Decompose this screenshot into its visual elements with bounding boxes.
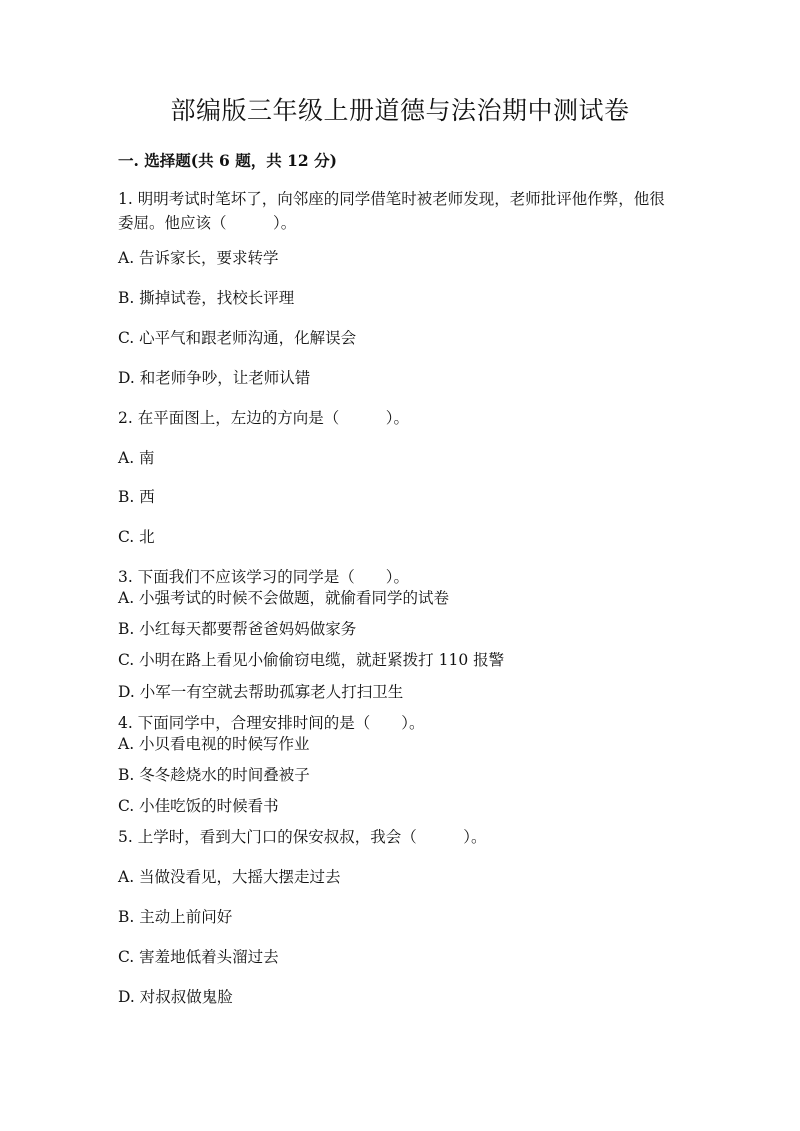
question-4-option-c: C. 小佳吃饭的时候看书 <box>118 797 279 815</box>
question-2-option-a: A. 南 <box>118 449 155 467</box>
question-3-option-d: D. 小军一有空就去帮助孤寡老人打扫卫生 <box>118 683 404 701</box>
question-5-option-d: D. 对叔叔做鬼脸 <box>118 988 233 1006</box>
question-5-stem: 5. 上学时，看到大门口的保安叔叔，我会（ ）。 <box>118 828 487 846</box>
question-4-option-a: A. 小贝看电视的时候写作业 <box>118 735 310 753</box>
question-4-option-b: B. 冬冬趁烧水的时间叠被子 <box>118 766 310 784</box>
question-1-option-a: A. 告诉家长，要求转学 <box>118 249 279 267</box>
page-title: 部编版三年级上册道德与法治期中测试卷 <box>170 96 630 125</box>
question-5-option-b: B. 主动上前问好 <box>118 908 233 926</box>
question-1-option-d: D. 和老师争吵，让老师认错 <box>118 369 311 387</box>
question-3-stem: 3. 下面我们不应该学习的同学是（ ）。 <box>118 568 409 586</box>
question-3-option-a: A. 小强考试的时候不会做题，就偷看同学的试卷 <box>118 589 450 607</box>
question-3-option-b: B. 小红每天都要帮爸爸妈妈做家务 <box>118 620 357 638</box>
question-5-option-a: A. 当做没看见，大摇大摆走过去 <box>118 868 341 886</box>
question-1-option-c: C. 心平气和跟老师沟通，化解误会 <box>118 329 357 347</box>
question-1-option-b: B. 撕掉试卷，找校长评理 <box>118 289 295 307</box>
question-1-stem: 1. 明明考试时笔坏了，向邻座的同学借笔时被老师发现，老师批评他作弊，他很委屈。他应该（ ）。 <box>118 190 665 232</box>
question-3-option-c: C. 小明在路上看见小偷偷窃电缆，就赶紧拨打 110 报警 <box>118 651 505 669</box>
question-2-stem: 2. 在平面图上，左边的方向是（ ）。 <box>118 409 409 427</box>
question-5-option-c: C. 害羞地低着头溜过去 <box>118 948 279 966</box>
question-4-stem: 4. 下面同学中，合理安排时间的是（ ）。 <box>118 714 425 732</box>
section-heading: 一. 选择题(共 6 题，共 12 分) <box>118 151 337 170</box>
question-2-option-b: B. 西 <box>118 488 155 506</box>
question-2-option-c: C. 北 <box>118 528 155 546</box>
